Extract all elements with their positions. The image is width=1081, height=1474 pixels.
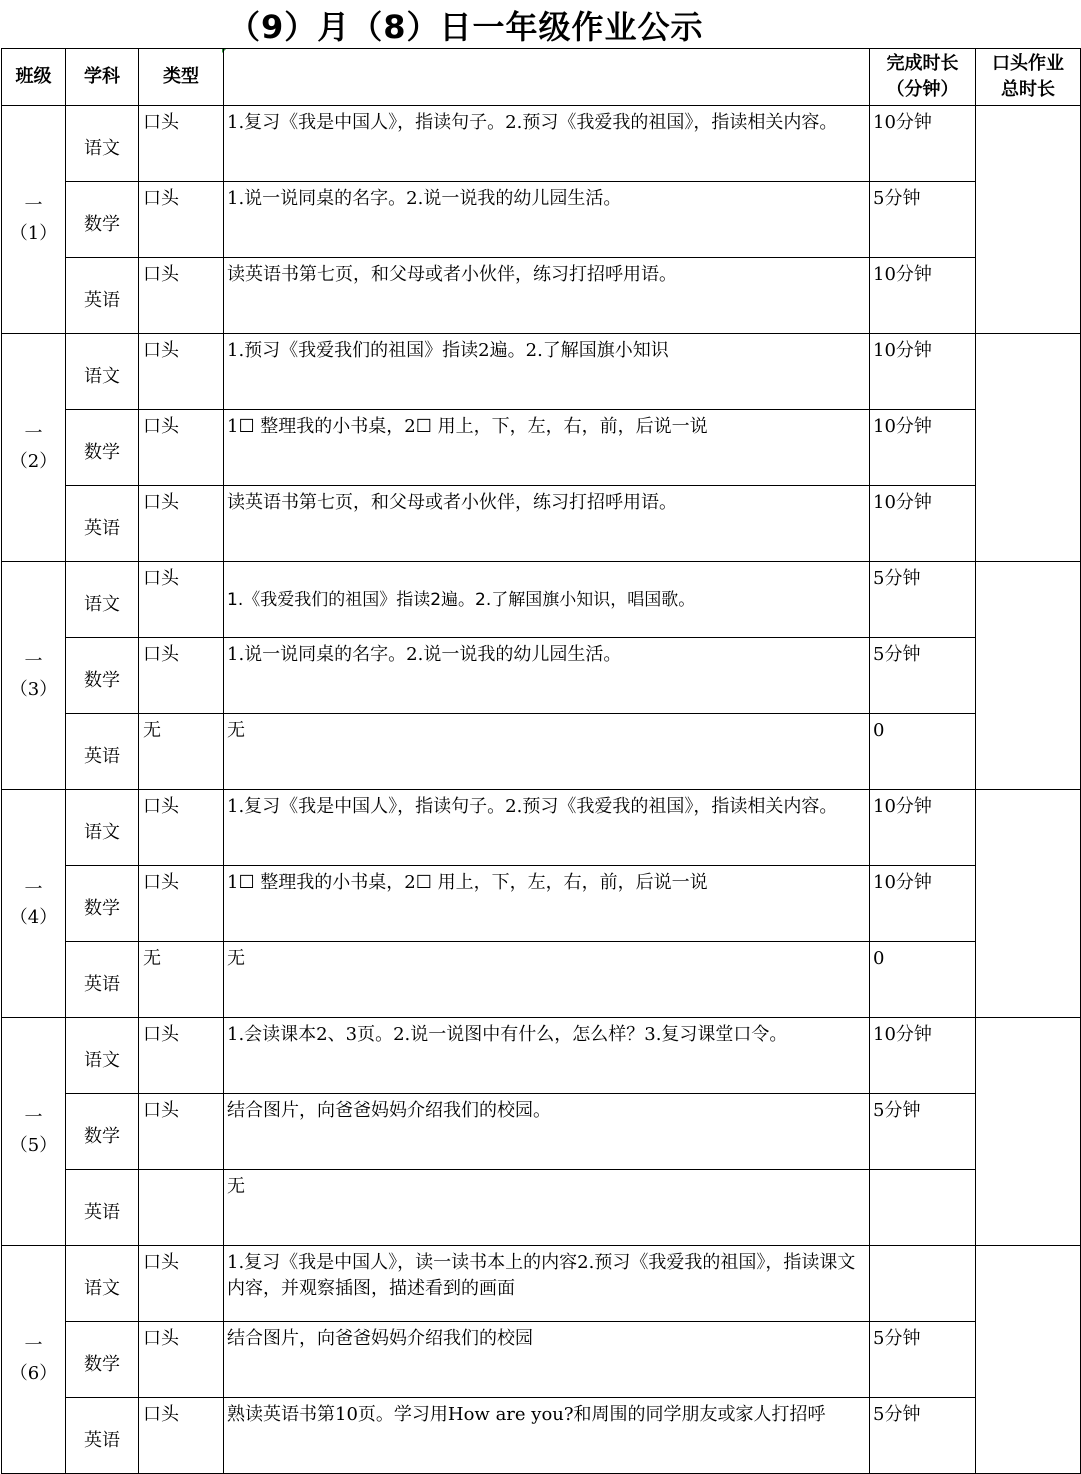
header-row	[2, 49, 1081, 106]
table-row	[2, 410, 1081, 486]
content-cell: 1.复习《我是中国人》，指读句子。2.预习《我爱我的祖国》，指读相关内容。	[224, 790, 870, 866]
total-duration-cell	[976, 562, 1081, 790]
subject-cell: 数学	[66, 410, 139, 486]
class-name-cell	[2, 1246, 66, 1474]
total-duration-cell	[976, 1246, 1081, 1474]
class-name-cell	[2, 562, 66, 790]
content-cell: 1☐ 整理我的小书桌，2☐ 用上，下，左，右，前，后说一说	[224, 410, 870, 486]
header-total-line2: 总时长	[1001, 79, 1055, 100]
duration-cell: 0	[870, 942, 976, 1018]
type-cell: 无	[139, 942, 224, 1018]
duration-cell: 5分钟	[870, 1398, 976, 1474]
type-cell: 口头	[139, 1246, 224, 1322]
table-row	[2, 1246, 1081, 1322]
content-cell: 结合图片，向爸爸妈妈介绍我们的校园。	[224, 1094, 870, 1170]
class-number: （3）	[9, 678, 58, 700]
total-duration-cell	[976, 790, 1081, 1018]
type-cell: 口头	[139, 334, 224, 410]
subject-cell: 数学	[66, 1094, 139, 1170]
content-cell: 无	[224, 1170, 870, 1246]
class-name-cell	[2, 1018, 66, 1246]
duration-cell: 10分钟	[870, 334, 976, 410]
table-row	[2, 106, 1081, 182]
duration-cell: 10分钟	[870, 106, 976, 182]
content-cell: 熟读英语书第10页。学习用How are you?和周围的同学朋友或家人打招呼	[224, 1398, 870, 1474]
subject-cell: 数学	[66, 866, 139, 942]
type-cell: 无	[139, 714, 224, 790]
content-cell: 1.预习《我爱我们的祖国》指读2遍。2.了解国旗小知识	[224, 334, 870, 410]
subject-cell: 语文	[66, 790, 139, 866]
table-row	[2, 1094, 1081, 1170]
content-cell: 读英语书第七页，和父母或者小伙伴，练习打招呼用语。	[224, 486, 870, 562]
class-number: （1）	[9, 222, 58, 244]
type-cell: 口头	[139, 410, 224, 486]
table-row	[2, 258, 1081, 334]
header-duration	[870, 49, 976, 106]
subject-cell: 英语	[66, 714, 139, 790]
content-cell: 1.说一说同桌的名字。2.说一说我的幼儿园生活。	[224, 182, 870, 258]
duration-cell: 5分钟	[870, 638, 976, 714]
class-grade: 一	[24, 650, 43, 672]
class-name-cell	[2, 334, 66, 562]
type-cell: 口头	[139, 1018, 224, 1094]
content-cell: 1.《我爱我们的祖国》指读2遍。2.了解国旗小知识，唱国歌。	[224, 562, 870, 638]
class-grade: 一	[24, 422, 43, 444]
header-subject: 学科	[66, 49, 139, 106]
duration-cell: 5分钟	[870, 182, 976, 258]
table-row	[2, 866, 1081, 942]
type-cell: 口头	[139, 258, 224, 334]
header-class: 班级	[2, 49, 66, 106]
class-grade: 一	[24, 1106, 43, 1128]
duration-cell: 10分钟	[870, 486, 976, 562]
header-type: 类型	[139, 49, 224, 106]
class-name-cell	[2, 106, 66, 334]
type-cell: 口头	[139, 106, 224, 182]
content-cell: 读英语书第七页，和父母或者小伙伴，练习打招呼用语。	[224, 258, 870, 334]
header-duration-line1: 完成时长	[886, 53, 959, 74]
table-row	[2, 942, 1081, 1018]
table-row	[2, 1018, 1081, 1094]
subject-cell: 语文	[66, 1246, 139, 1322]
type-cell: 口头	[139, 486, 224, 562]
class-name-cell	[2, 790, 66, 1018]
content-cell: 无	[224, 942, 870, 1018]
total-duration-cell	[976, 1018, 1081, 1246]
content-cell: 1.复习《我是中国人》，读一读书本上的内容2.预习《我爱我的祖国》，指读课文内容，并观察插图，描述看到的画面	[224, 1246, 870, 1322]
class-grade: 一	[24, 878, 43, 900]
duration-cell: 5分钟	[870, 1094, 976, 1170]
content-cell: 1☐ 整理我的小书桌，2☐ 用上，下，左，右，前，后说一说	[224, 866, 870, 942]
header-total-line1: 口头作业	[992, 53, 1064, 74]
table-row	[2, 1322, 1081, 1398]
subject-cell: 英语	[66, 486, 139, 562]
duration-cell: 10分钟	[870, 866, 976, 942]
type-cell	[139, 1170, 224, 1246]
duration-cell: 0	[870, 714, 976, 790]
header-total	[976, 49, 1081, 106]
total-duration-cell	[976, 106, 1081, 334]
duration-cell: 10分钟	[870, 1018, 976, 1094]
duration-cell: 10分钟	[870, 258, 976, 334]
table-row	[2, 638, 1081, 714]
type-cell: 口头	[139, 1398, 224, 1474]
content-cell: 无	[224, 714, 870, 790]
table-row	[2, 1170, 1081, 1246]
subject-cell: 英语	[66, 942, 139, 1018]
content-cell: 1.会读课本2、3页。2.说一说图中有什么，怎么样？3.复习课堂口令。	[224, 1018, 870, 1094]
subject-cell: 语文	[66, 1018, 139, 1094]
subject-cell: 数学	[66, 638, 139, 714]
type-cell: 口头	[139, 638, 224, 714]
duration-cell: 5分钟	[870, 1322, 976, 1398]
duration-cell: 5分钟	[870, 562, 976, 638]
class-number: （6）	[9, 1362, 58, 1384]
subject-cell: 语文	[66, 562, 139, 638]
class-grade: 一	[24, 1334, 43, 1356]
duration-cell: 10分钟	[870, 790, 976, 866]
page-title: （9）月（8）日一年级作业公示	[228, 8, 704, 46]
class-number: （4）	[9, 906, 58, 928]
class-grade: 一	[24, 194, 43, 216]
subject-cell: 语文	[66, 334, 139, 410]
duration-cell	[870, 1170, 976, 1246]
subject-cell: 英语	[66, 258, 139, 334]
subject-cell: 英语	[66, 1398, 139, 1474]
table-row	[2, 334, 1081, 410]
type-cell: 口头	[139, 1094, 224, 1170]
subject-cell: 语文	[66, 106, 139, 182]
type-cell: 口头	[139, 1322, 224, 1398]
table-row	[2, 486, 1081, 562]
type-cell: 口头	[139, 866, 224, 942]
table-row	[2, 790, 1081, 866]
content-cell: 结合图片，向爸爸妈妈介绍我们的校园	[224, 1322, 870, 1398]
type-cell: 口头	[139, 790, 224, 866]
table-row	[2, 182, 1081, 258]
duration-cell: 10分钟	[870, 410, 976, 486]
class-number: （2）	[9, 450, 58, 472]
homework-table	[1, 48, 1081, 1474]
header-content	[224, 49, 870, 106]
type-cell: 口头	[139, 562, 224, 638]
subject-cell: 数学	[66, 182, 139, 258]
content-cell: 1.复习《我是中国人》，指读句子。2.预习《我爱我的祖国》，指读相关内容。	[224, 106, 870, 182]
content-cell: 1.说一说同桌的名字。2.说一说我的幼儿园生活。	[224, 638, 870, 714]
duration-cell	[870, 1246, 976, 1322]
subject-cell: 英语	[66, 1170, 139, 1246]
header-duration-line2: （分钟）	[886, 79, 959, 100]
total-duration-cell	[976, 334, 1081, 562]
subject-cell: 数学	[66, 1322, 139, 1398]
table-row	[2, 562, 1081, 638]
class-number: （5）	[9, 1134, 58, 1156]
table-row	[2, 714, 1081, 790]
type-cell: 口头	[139, 182, 224, 258]
table-row	[2, 1398, 1081, 1474]
